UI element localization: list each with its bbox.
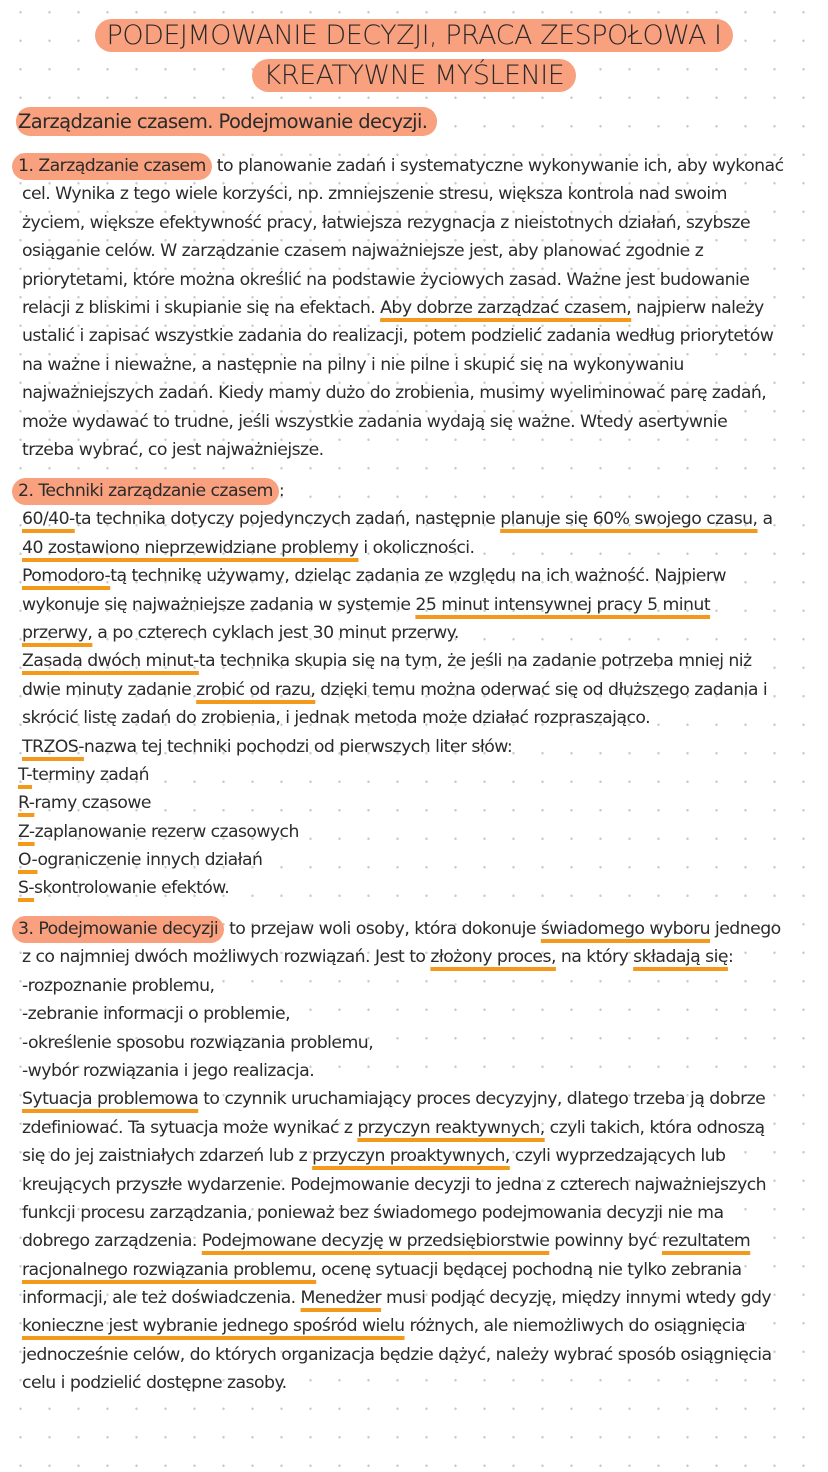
list-item: -określenie sposobu rozwiązania problemu, xyxy=(22,1032,374,1053)
text-line: 3. Podejmowanie decyzji to przejaw woli osoby, która dokonuje świadomego wyboru jednego xyxy=(22,915,822,943)
text-line: priorytetami, które można określić na podstawie życiowych zasad. Ważne jest budowanie xyxy=(22,269,750,290)
text-line: dobrego zarządzenia. Podejmowane decyzję w przedsiębiorstwie powinny być rezultatem xyxy=(22,1231,751,1252)
text-line: na ważne i nieważne, a następnie na pilny i nie pilne i skupić się na wykonywaniu xyxy=(22,354,684,375)
trzos-item: O-ograniczenie innych działań xyxy=(18,850,263,871)
subtitle: Zarządzanie czasem. Podejmowanie decyzji. xyxy=(16,110,437,133)
text-line: TRZOS-nazwa tej techniki pochodzi od pierwszych liter słów: xyxy=(22,736,513,757)
text-line: relacji z bliskimi i skupianie się na efektach. Aby dobrze zarządzać czasem, najpierw należy xyxy=(22,297,764,318)
section-techniques xyxy=(18,477,822,903)
text-line: kreujących przyszłe wydarzenie. Podejmowanie decyzji to jedna z czterech najważniejszych xyxy=(22,1174,767,1195)
text-line: racjonalnego rozwiązania problemu, ocenę sytuacji będącej pochodną nie tylko zebrania xyxy=(22,1259,742,1280)
trzos-item: S-skontrolowanie efektów. xyxy=(18,878,230,899)
text-line: funkcji procesu zarządzania, ponieważ bez świadomego podejmowania decyzji nie ma xyxy=(22,1202,724,1223)
list-item: -zebranie informacji o problemie, xyxy=(22,1004,291,1025)
text-line: zdefiniować. Ta sytuacja może wynikać z przyczyn reaktywnych, czyli takich, która odnoszą xyxy=(22,1117,765,1138)
text-line: Pomodoro-tą technikę używamy, dzieląc zadania ze względu na ich ważność. Najpierw xyxy=(22,566,726,587)
text-line: osiąganie celów. W zarządzanie czasem najważniejsze jest, aby planować zgodnie z xyxy=(22,241,704,262)
page-title-line-1 xyxy=(0,20,828,51)
title-highlight: KREATYWNE MYŚLENIE xyxy=(252,59,577,92)
text-line: Zasada dwóch minut-ta technika skupia się na tym, że jeśli na zadanie potrzeba mniej niż xyxy=(22,651,752,672)
text-line: Sytuacja problemowa to czynnik uruchamiający proces decyzyjny, dlatego trzeba ją dobrze xyxy=(22,1089,766,1110)
section-heading: 2. Techniki zarządzanie czasem xyxy=(12,478,279,505)
list-item: -wybór rozwiązania i jego realizacja. xyxy=(22,1060,315,1081)
text-line: się do jej zaistniałych zdarzeń lub z przyczyn proaktywnych, czyli wyprzedzających lub xyxy=(22,1146,726,1167)
text-line: skrócić listę zadań do zrobienia, i jednak metoda może działać rozpraszająco. xyxy=(22,708,651,729)
text-line: konieczne jest wybranie jednego spośród wielu różnych, ale niemożliwych do osiągnięcia xyxy=(22,1316,745,1337)
section-heading: 1. Zarządzanie czasem xyxy=(12,153,212,180)
text-line: 60/40-ta technika dotyczy pojedynczych zadań, następnie planuje się 60% swojego czasu, a xyxy=(22,509,773,530)
text-line: jednocześnie celów, do których organizacja będzie dążyć, należy wybrać sposób osiągnięcia xyxy=(22,1344,772,1365)
text-line: cel. Wynika z tego wiele korzyści, np. zmniejszenie stresu, większa kontrola nad swoim xyxy=(22,184,727,205)
text-line: 1. Zarządzanie czasem to planowanie zadań i systematyczne wykonywanie ich, aby wykonać xyxy=(22,152,822,180)
section-time-management xyxy=(18,152,822,464)
text-line: informacji, ale też doświadczenia. Menedżer musi podjąć decyzję, między innymi wtedy gdy xyxy=(22,1288,772,1309)
title-highlight: PODEJMOWANIE DECYZJI, PRACA ZESPOŁOWA I xyxy=(95,19,734,52)
text-line: dwie minuty zadanie zrobić od razu, dzięki temu można oderwać się od dłuższego zadania i xyxy=(22,679,768,700)
text-line: może wydawać to trudne, jeśli wszystkie zadania wydają się ważne. Wtedy asertywnie xyxy=(22,411,728,432)
text-line: ustalić i zapisać wszystkie zadania do realizacji, potem podzielić zadania według priorytetów xyxy=(22,326,774,347)
section-decision-making xyxy=(18,915,822,1398)
text-line: celu i podzielić dostępne zasoby. xyxy=(22,1373,287,1394)
section-heading: 3. Podejmowanie decyzji xyxy=(12,916,224,943)
trzos-item: Z-zaplanowanie rezerw czasowych xyxy=(18,821,299,842)
text-line: życiem, większe efektywność pracy, łatwiejsza rezygnacja z nieistotnych działań, szybsze xyxy=(22,212,751,233)
text-line: przerwy, a po czterech cyklach jest 30 minut przerwy. xyxy=(22,622,459,643)
text-line: 2. Techniki zarządzanie czasem : xyxy=(22,477,822,505)
trzos-item: R-ramy czasowe xyxy=(18,793,151,814)
trzos-item: T-terminy zadań xyxy=(18,764,150,785)
underlined-phrase: Aby dobrze zarządzać czasem, xyxy=(380,297,632,318)
page-title-line-2 xyxy=(0,60,828,91)
text-line: 40 zostawiono nieprzewidziane problemy i okoliczności. xyxy=(22,537,475,558)
list-item: -rozpoznanie problemu, xyxy=(22,975,215,996)
text-line: z co najmniej dwóch możliwych rozwiązań. Jest to złożony proces, na który składają się: xyxy=(22,947,734,968)
text-line: najważniejszych zadań. Kiedy mamy dużo do zrobienia, musimy wyeliminować parę zadań, xyxy=(22,383,767,404)
text-line: trzeba wybrać, co jest najważniejsze. xyxy=(22,439,324,460)
text-line: wykonuje się najważniejsze zadania w systemie 25 minut intensywnej pracy 5 minut xyxy=(22,594,711,615)
